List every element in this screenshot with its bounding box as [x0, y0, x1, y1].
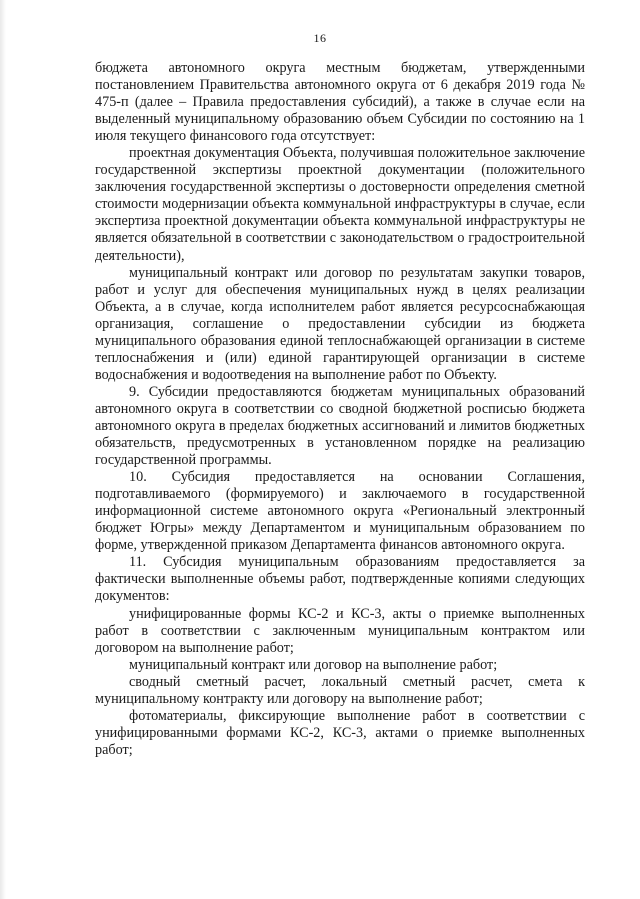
paragraph-project-documentation: проектная документация Объекта, получившая положительное заключение государственной экспертизы проектной документации (положительного заключения государственной экспертизы о достоверности определения сметной стоимости модернизации объекта коммунальной инфраструктуры в случае, если экспертиза проектной документации объекта коммунальной инфраструктуры не является обязательной в соответствии с законодательством о градостроительной деятельности), — [95, 145, 585, 264]
paragraph-contract-docs: муниципальный контракт или договор на выполнение работ; — [129, 656, 498, 673]
paragraph-item-11: 11. Субсидия муниципальным образованиям предоставляется за фактически выполненные объемы работ, подтвержденные копиями следующих документов: — [95, 554, 585, 605]
document-body — [95, 60, 585, 759]
paragraph-continuation: бюджета автономного округа местным бюджетам, утвержденными постановлением Правительства автономного округа от 6 декабря 2019 года № 475-п (далее – Правила предоставления субсидий), а также в случае если на выделенный муниципальному образованию объем Субсидии по состоянию на 1 июля текущего финансового года отсутствует: — [95, 60, 585, 145]
paragraph-municipal-contract: муниципальный контракт или договор по результатам закупки товаров, работ и услуг для обеспечения муниципальных нужд в целях реализации Объекта, а в случае, когда исполнителем работ является ресурсоснабжающая организация, соглашение о предоставлении субсидии из бюджета муниципального образования единой теплоснабжающей организации в системе теплоснабжения и (или) единой гарантирующей организации в системе водоснабжения и водоотведения на выполнение работ по Объекту. — [95, 264, 585, 383]
paragraph-item-9: 9. Субсидии предоставляются бюджетам муниципальных образований автономного округа в соответствии со сводной бюджетной росписью бюджета автономного округа в пределах бюджетных ассигнований и лимитов бюджетных обязательств, предусмотренных в установленном порядке на реализацию государственной программы. — [95, 383, 585, 469]
paragraph-photo-materials: фотоматериалы, фиксирующие выполнение работ в соответствии с унифицированными формами КС-2, КС-3, актами о приемке выполненных работ; — [95, 707, 585, 758]
scan-edge — [0, 0, 6, 899]
paragraph-estimates: сводный сметный расчет, локальный сметный расчет, смета к муниципальному контракту или договору на выполнение работ; — [95, 673, 585, 707]
paragraph-item-10: 10. Субсидия предоставляется на основании Соглашения, подготавливаемого (формируемого) и заключаемого в государственной информационной системе автономного округа «Региональный электронный бюджет Югры» между Департаментом и муниципальным образованием по форме, утвержденной приказом Департамента финансов автономного округа. — [95, 469, 585, 554]
paragraph-ks-forms: унифицированные формы КС-2 и КС-3, акты о приемке выполненных работ в соответствии с заключенным муниципальным контрактом или договором на выполнение работ; — [95, 605, 585, 656]
page-number: 16 — [313, 31, 327, 45]
